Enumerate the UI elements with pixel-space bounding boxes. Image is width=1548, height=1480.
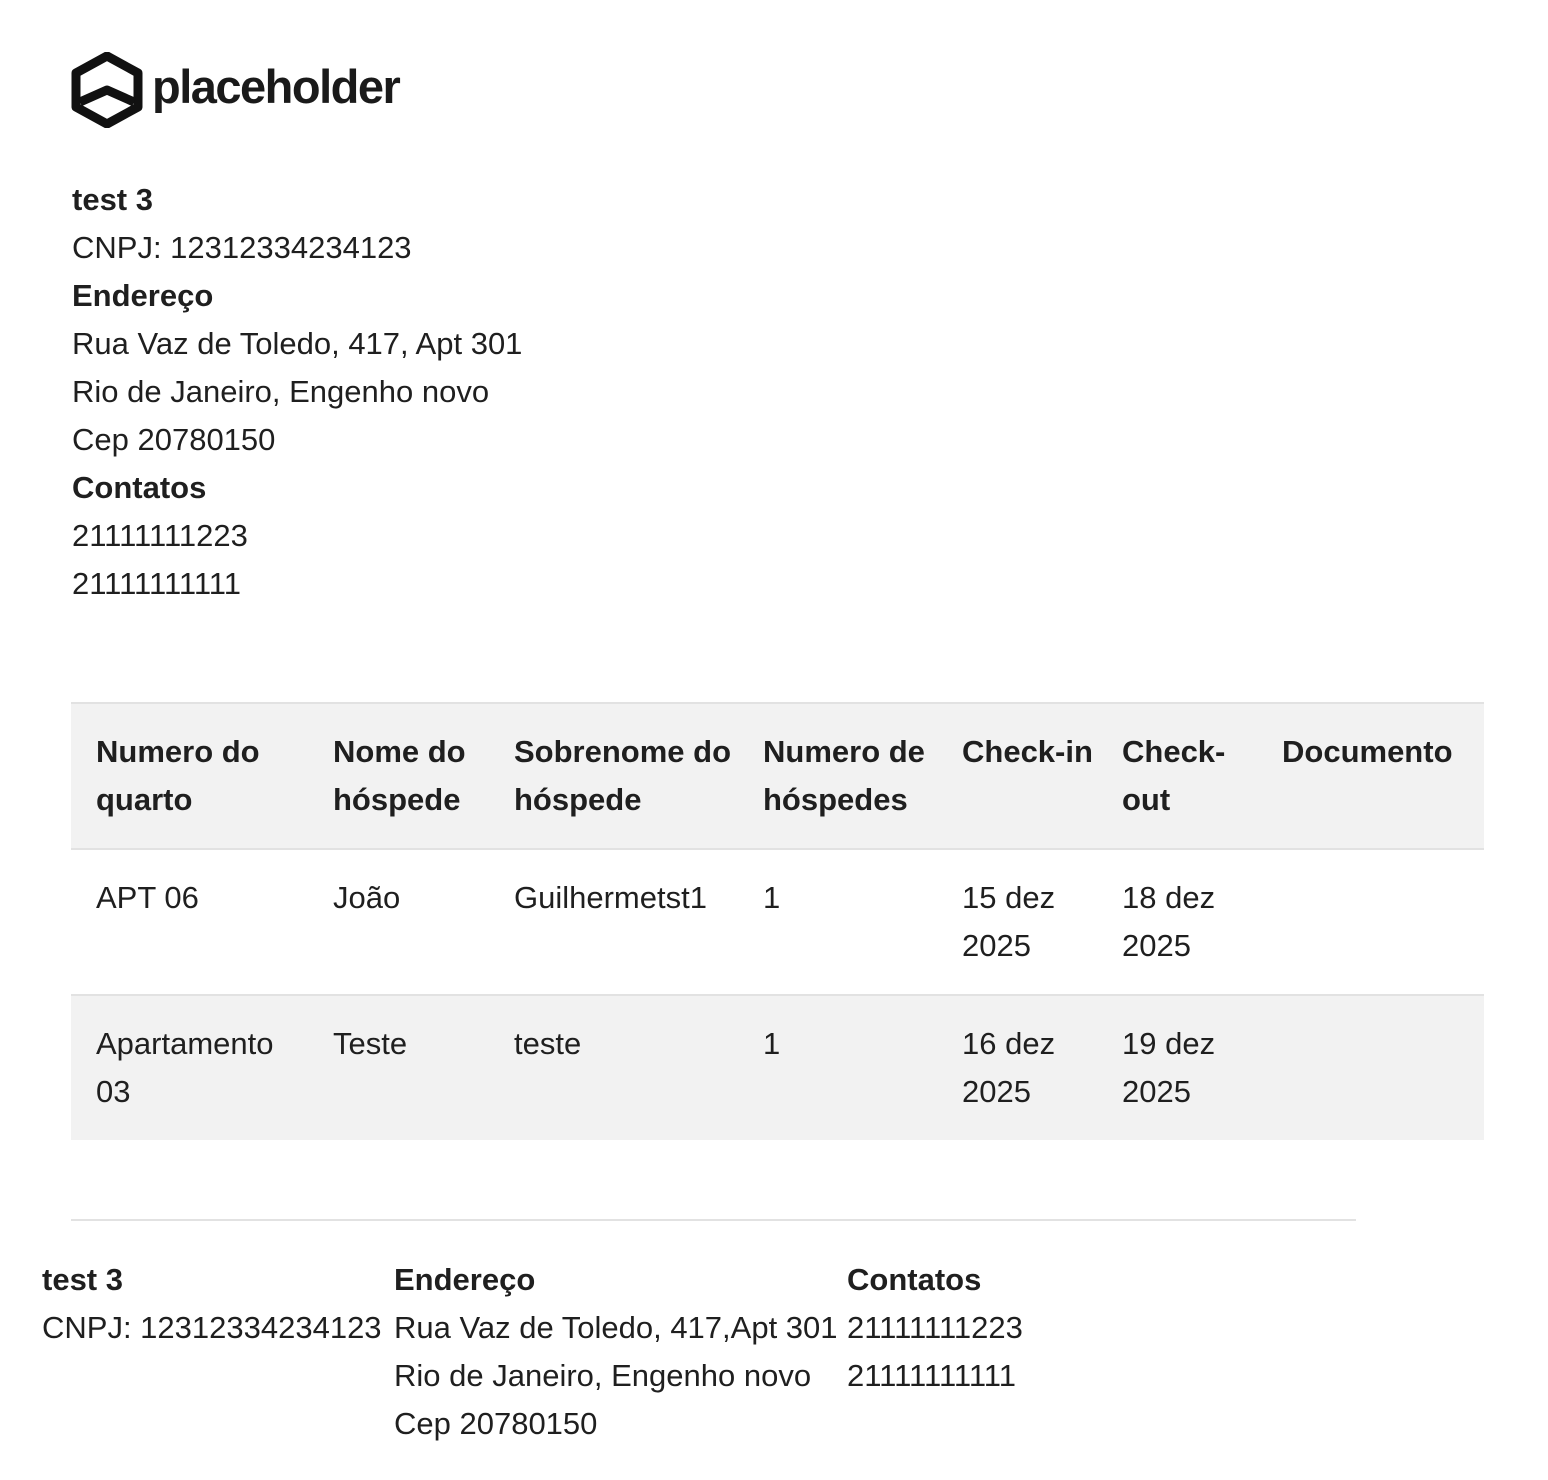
- address-line-1: Rua Vaz de Toledo, 417, Apt 301: [72, 326, 523, 361]
- cell-guest-surname: teste: [514, 1026, 582, 1061]
- footer-contact-phone-2: 21111111111: [847, 1358, 1016, 1393]
- cell-check-in: 15 dez 2025: [962, 880, 1056, 963]
- cell-guest-name: Teste: [333, 1026, 408, 1061]
- logo-wordmark: placeholder: [152, 59, 400, 113]
- header-check-out: Check-out: [1122, 734, 1226, 817]
- table-header-row: [71, 703, 1484, 849]
- address-line-2: Rio de Janeiro, Engenho novo: [72, 374, 490, 409]
- header-document: Documento: [1282, 734, 1453, 769]
- footer-company-column: [42, 1256, 382, 1352]
- cell-check-in: 16 dez 2025: [962, 1026, 1056, 1109]
- cell-check-out: 18 dez 2025: [1122, 880, 1216, 963]
- company-cnpj: CNPJ: 12312334234123: [72, 230, 412, 265]
- footer-contacts-heading: Contatos: [847, 1262, 982, 1297]
- footer-divider: [71, 1219, 1356, 1221]
- cell-document: [1257, 849, 1484, 995]
- cell-room-number: APT 06: [96, 880, 199, 915]
- cell-guest-count: 1: [763, 1026, 781, 1061]
- footer-address-line-3: Cep 20780150: [394, 1406, 598, 1441]
- address-line-3: Cep 20780150: [72, 422, 276, 457]
- guests-table: [71, 702, 1484, 1140]
- contacts-heading: Contatos: [72, 470, 207, 505]
- address-heading: Endereço: [72, 278, 214, 313]
- cell-check-out: 19 dez 2025: [1122, 1026, 1216, 1109]
- header-room-number: Numero do quarto: [96, 734, 260, 817]
- cell-guest-count: 1: [763, 880, 781, 915]
- table-row: [71, 849, 1484, 995]
- cell-guest-surname: Guilhermetst1: [514, 880, 707, 915]
- header-guest-surname: Sobrenome do hóspede: [514, 734, 732, 817]
- footer-contact-phone-1: 21111111223: [847, 1310, 1023, 1345]
- contact-phone-2: 21111111111: [72, 566, 241, 601]
- cell-room-number: Apartamento 03: [96, 1026, 274, 1109]
- cell-document: [1257, 995, 1484, 1140]
- header-check-in: Check-in: [962, 734, 1093, 769]
- logo: [70, 52, 399, 128]
- guests-table-container: [71, 702, 1484, 1140]
- footer-company-name: test 3: [42, 1262, 123, 1297]
- company-info: [72, 176, 522, 608]
- contact-phone-1: 21111111223: [72, 518, 248, 553]
- footer-company-cnpj: CNPJ: 12312334234123: [42, 1310, 382, 1345]
- company-name: test 3: [72, 182, 153, 217]
- header-guest-name: Nome do hóspede: [333, 734, 466, 817]
- cell-guest-name: João: [333, 880, 401, 915]
- footer-address-line-2: Rio de Janeiro, Engenho novo: [394, 1358, 812, 1393]
- table-row: [71, 995, 1484, 1140]
- footer-contacts-column: [847, 1256, 1023, 1400]
- footer-address-column: [394, 1256, 838, 1448]
- hexagon-box-logo-icon: [70, 52, 144, 128]
- footer-address-heading: Endereço: [394, 1262, 536, 1297]
- footer-address-line-1: Rua Vaz de Toledo, 417,Apt 301: [394, 1310, 838, 1345]
- header-guest-count: Numero de hóspedes: [763, 734, 925, 817]
